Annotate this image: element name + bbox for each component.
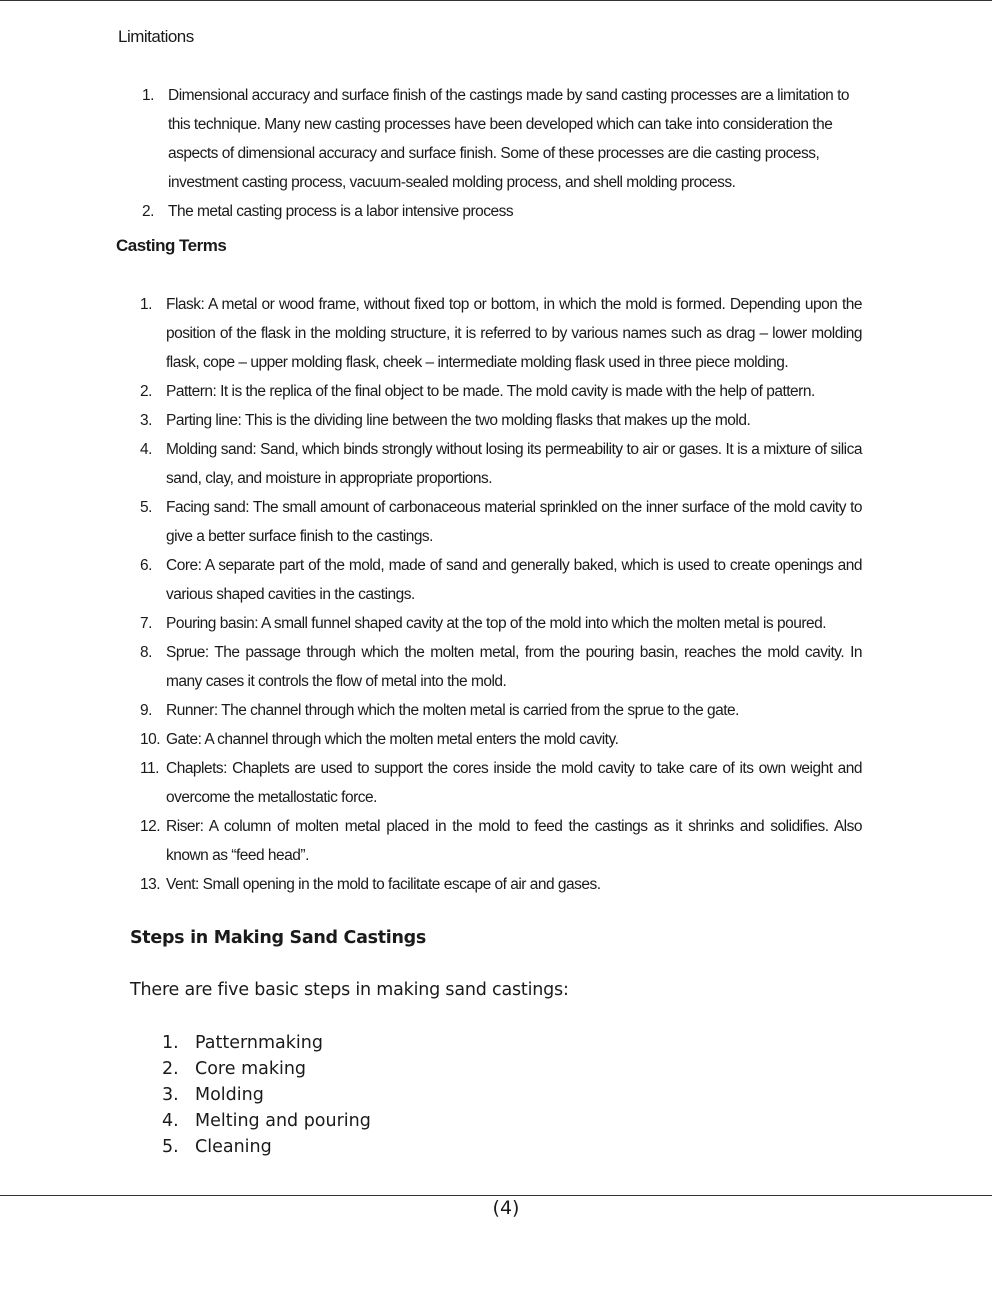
list-item: 4. Molding sand: Sand, which binds strongly without losing its permeability to air or gases. It is a mixture of silica sand, clay, and moisture in appropriate proportions. <box>140 441 862 487</box>
top-rule <box>0 0 992 1</box>
list-item: 2. The metal casting process is a labor intensive process <box>142 203 514 220</box>
page-number: (4) <box>492 1197 520 1219</box>
list-item: 12. Riser: A column of molten metal placed in the mold to feed the castings as it shrinks and solidifies. Also known as “feed head”. <box>140 818 862 864</box>
casting-terms-list <box>140 290 862 899</box>
list-item: 1. Flask: A metal or wood frame, without fixed top or bottom, in which the mold is formed. Depending upon the position of the flask in the molding structure, it is referred to by various names such as drag – lower molding flask, cope – upper molding flask, cheek – intermediate molding flask used in three piece molding. <box>140 296 862 371</box>
list-item: 5. Facing sand: The small amount of carbonaceous material sprinkled on the inner surface of the mold cavity to give a better surface finish to the castings. <box>140 499 862 545</box>
list-item: 9. Runner: The channel through which the molten metal is carried from the sprue to the gate. <box>140 702 739 719</box>
footer-rule <box>0 1195 992 1196</box>
list-item: 8. Sprue: The passage through which the molten metal, from the pouring basin, reaches the mold cavity. In many cases it controls the flow of metal into the mold. <box>140 644 862 690</box>
list-item: 2. Pattern: It is the replica of the final object to be made. The mold cavity is made with the help of pattern. <box>140 383 815 400</box>
casting-terms-heading: Casting Terms <box>116 236 227 255</box>
list-item: 3. Parting line: This is the dividing line between the two molding flasks that makes up the mold. <box>140 412 751 429</box>
list-item: 4. Melting and pouring <box>162 1111 371 1131</box>
steps-list <box>162 1030 371 1160</box>
list-item: 1. Patternmaking <box>162 1033 323 1053</box>
list-item: 5. Cleaning <box>162 1137 272 1157</box>
limitations-heading: Limitations <box>118 27 194 46</box>
list-item: 6. Core: A separate part of the mold, made of sand and generally baked, which is used to create openings and various shaped cavities in the castings. <box>140 557 862 603</box>
steps-intro: There are five basic steps in making sand castings: <box>130 980 569 1000</box>
limitations-list <box>142 81 862 226</box>
list-item: 3. Molding <box>162 1085 264 1105</box>
list-item: 1. Dimensional accuracy and surface finish of the castings made by sand casting processes are a limitation to this technique. Many new casting processes have been developed which can take into consideration the aspects of dimensional accuracy and surface finish. Some of these processes are die casting process, investment casting process, vacuum-sealed molding process, and shell molding process. <box>142 87 850 191</box>
list-item: 10. Gate: A channel through which the molten metal enters the mold cavity. <box>140 731 619 748</box>
steps-heading: Steps in Making Sand Castings <box>130 928 426 948</box>
list-item: 2. Core making <box>162 1059 307 1079</box>
list-item: 13. Vent: Small opening in the mold to facilitate escape of air and gases. <box>140 876 601 893</box>
list-item: 11. Chaplets: Chaplets are used to support the cores inside the mold cavity to take care of its own weight and overcome the metallostatic force. <box>140 760 862 806</box>
list-item: 7. Pouring basin: A small funnel shaped cavity at the top of the mold into which the molten metal is poured. <box>140 615 827 632</box>
